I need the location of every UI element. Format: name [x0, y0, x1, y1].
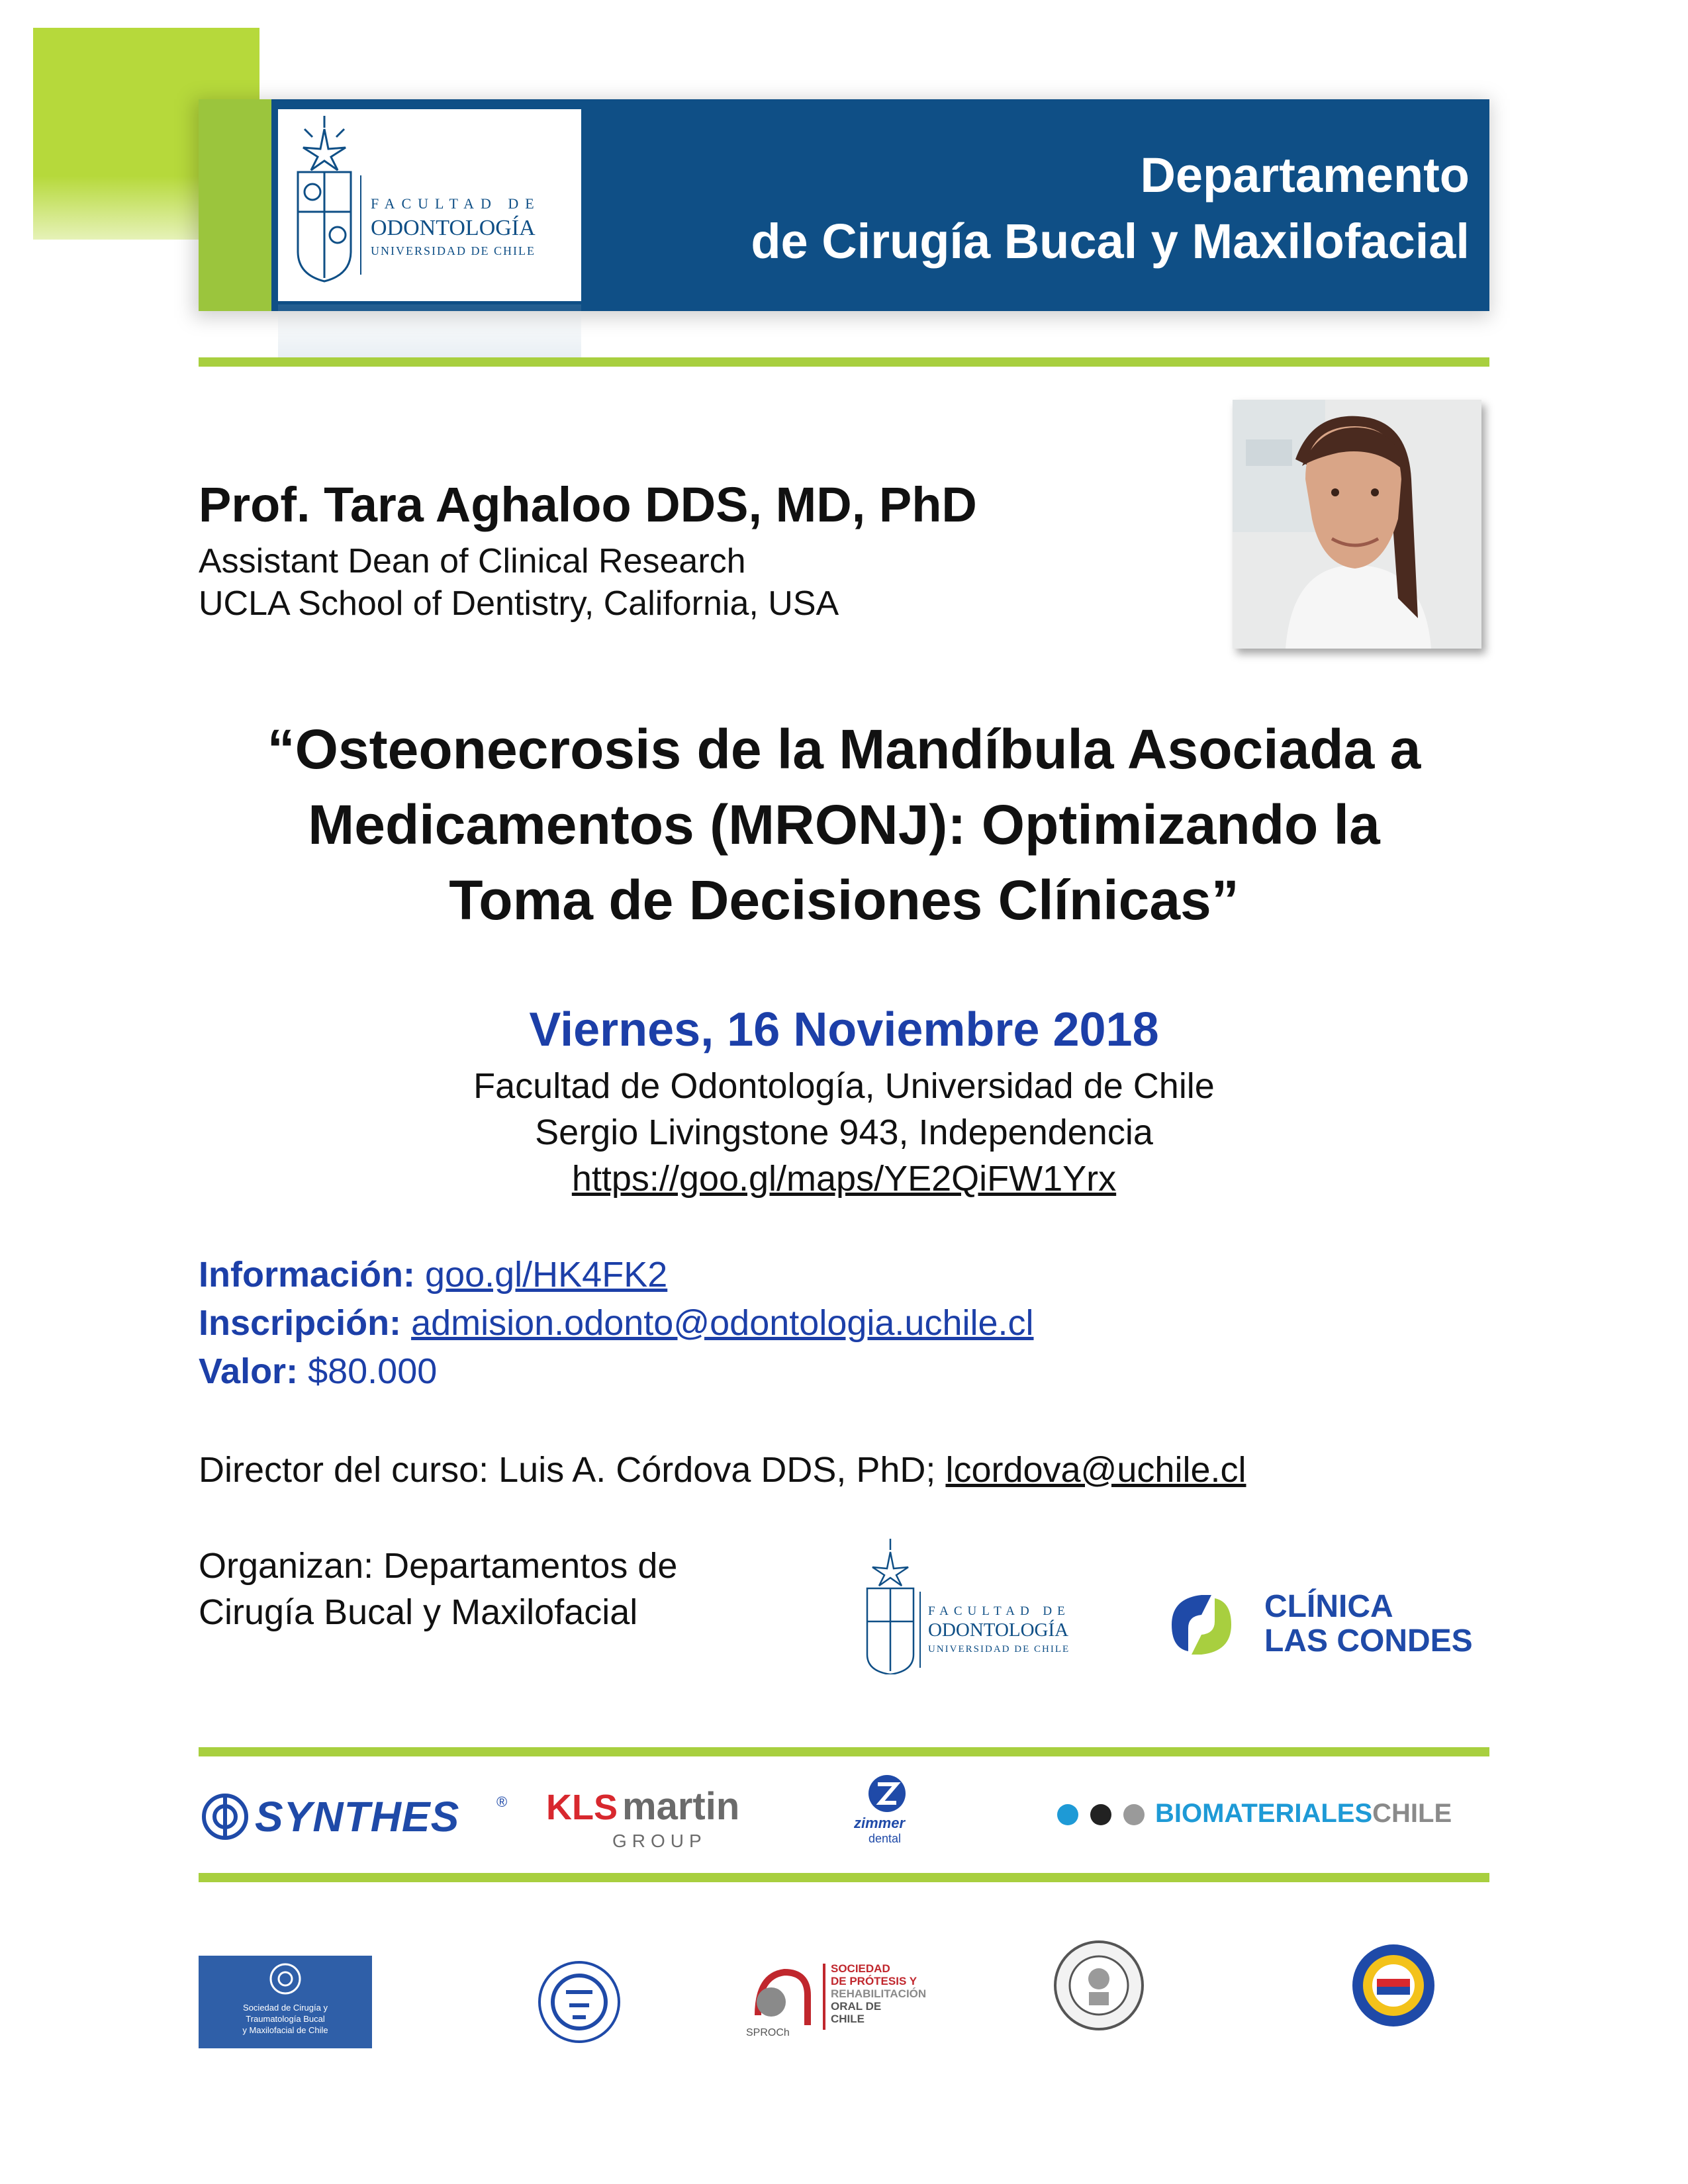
info-row [199, 1254, 667, 1295]
clinica-las-condes-logo [1165, 1588, 1483, 1668]
kls-name-part1: KLS [546, 1788, 618, 1827]
sctb-text-line1: Sociedad de Cirugía y [243, 2003, 328, 2013]
price-row [199, 1351, 437, 1392]
talk-title-line1: “Osteonecrosis de la Mandíbula Asociada a [267, 718, 1421, 780]
sctb-text-line2: Traumatología Bucal [246, 2014, 325, 2024]
divider-sponsors-top [199, 1747, 1489, 1756]
sctb-text-line3: y Maxilofacial de Chile [242, 2025, 328, 2035]
speaker-affiliation: UCLA School of Dentistry, California, USA [199, 584, 839, 623]
speaker-role: Assistant Dean of Clinical Research [199, 542, 746, 580]
header-green-strip [199, 99, 271, 311]
logo-text-line1: FACULTAD DE [371, 195, 541, 212]
clinica-logo-icon [1165, 1588, 1238, 1661]
organizer-faculty-logo [854, 1535, 1119, 1674]
sproch-text [831, 1962, 926, 2025]
talk-title [199, 711, 1489, 938]
signup-label: Inscripción: [199, 1303, 402, 1343]
org-logo-text-line1: FACULTAD DE [928, 1604, 1070, 1618]
sproch-logo [745, 1962, 943, 2042]
sctb-logo [199, 1956, 372, 2048]
speaker-portrait-icon [1233, 400, 1481, 649]
info-link[interactable]: goo.gl/HK4FK2 [425, 1255, 668, 1295]
biomateriales-logo [1056, 1799, 1493, 1839]
logo-text-line3: UNIVERSIDAD DE CHILE [371, 244, 536, 257]
director-text: Director del curso: Luis A. Córdova DDS, PhD; [199, 1450, 936, 1490]
chile-society-logo [1350, 1942, 1436, 2028]
synthes-registered: ® [496, 1794, 508, 1810]
info-label: Información: [199, 1255, 416, 1295]
zimmer-name: zimmer [854, 1815, 906, 1831]
kls-name-part2: martin [622, 1785, 740, 1828]
biomateriales-name-part2: CHILE [1372, 1799, 1452, 1828]
periodoncia-emblem-icon [536, 1959, 622, 2045]
sproch-text-line5: CHILE [831, 2013, 865, 2025]
sproch-abbr: SPROCh [746, 2027, 790, 2038]
clinica-name-line1: CLÍNICA [1264, 1589, 1393, 1624]
zimmer-z-icon [867, 1774, 907, 1813]
divider-top [199, 357, 1489, 367]
signup-row [199, 1302, 1034, 1343]
course-director [199, 1449, 1246, 1490]
department-title-line1: Departamento [1140, 148, 1470, 203]
sproch-emblem-icon [745, 1962, 818, 2028]
director-email-link[interactable]: lcordova@uchile.cl [945, 1450, 1246, 1490]
venue-map-link[interactable]: https://goo.gl/maps/YE2QiFW1Yrx [571, 1159, 1117, 1199]
venue-name: Facultad de Odontología, Universidad de Chile [473, 1066, 1215, 1106]
org-logo-text-line2: ODONTOLOGÍA [928, 1619, 1069, 1641]
venue-address: Sergio Livingstone 943, Independencia [535, 1113, 1153, 1152]
price-label: Valor: [199, 1351, 299, 1391]
biomateriales-name [1155, 1799, 1452, 1829]
biomateriales-name-part1: BIOMATERIALES [1155, 1799, 1373, 1828]
talk-title-line2: Medicamentos (MRONJ): Optimizando la [308, 794, 1380, 856]
event-date: Viernes, 16 Noviembre 2018 [529, 1003, 1159, 1056]
sproch-divider [823, 1964, 825, 2030]
organizers-line2: Cirugía Bucal y Maxilofacial [199, 1592, 638, 1632]
synthes-name: SYNTHES [255, 1793, 460, 1841]
organizers-line1: Organizan: Departamentos de [199, 1546, 678, 1586]
divider-sponsors-bottom [199, 1873, 1489, 1882]
sctb-text [199, 2002, 372, 2036]
chile-society-emblem-icon [1350, 1942, 1436, 2028]
kls-martin-logo [546, 1787, 771, 1860]
kls-group: GROUP [612, 1831, 707, 1851]
periodoncia-society-logo [536, 1959, 622, 2045]
logo-text-line2: ODONTOLOGÍA [371, 216, 536, 240]
sproch-text-line3: REHABILITACIÓN [831, 1987, 927, 2000]
org-logo-text-line3: UNIVERSIDAD DE CHILE [928, 1644, 1070, 1655]
patologia-society-logo [1053, 1939, 1145, 2032]
signup-email-link[interactable]: admision.odonto@odontologia.uchile.cl [411, 1303, 1034, 1343]
faculty-crest-icon [278, 109, 581, 301]
clinica-name-line2: LAS CONDES [1264, 1623, 1473, 1659]
sproch-text-line1: SOCIEDAD [831, 1962, 890, 1975]
sproch-text-line4: ORAL DE [831, 2000, 882, 2013]
sproch-text-line2: DE PRÓTESIS Y [831, 1975, 917, 1987]
speaker-photo [1233, 400, 1481, 649]
patologia-emblem-icon [1053, 1939, 1145, 2032]
department-title-line2: de Cirugía Bucal y Maxilofacial [751, 214, 1470, 269]
talk-title-line3: Toma de Decisiones Clínicas” [449, 869, 1239, 931]
logo-reflection [278, 304, 581, 357]
faculty-crest-icon [854, 1535, 1119, 1674]
biomateriales-dots-icon [1056, 1803, 1155, 1829]
sctb-emblem-icon [269, 1962, 302, 1995]
speaker-name: Prof. Tara Aghaloo DDS, MD, PhD [199, 477, 977, 532]
zimmer-logo [841, 1774, 933, 1866]
synthes-logo [202, 1787, 520, 1846]
price-value: $80.000 [308, 1351, 438, 1391]
faculty-logo [278, 109, 581, 301]
synthes-mark-icon [202, 1794, 248, 1840]
zimmer-dental: dental [868, 1832, 902, 1845]
